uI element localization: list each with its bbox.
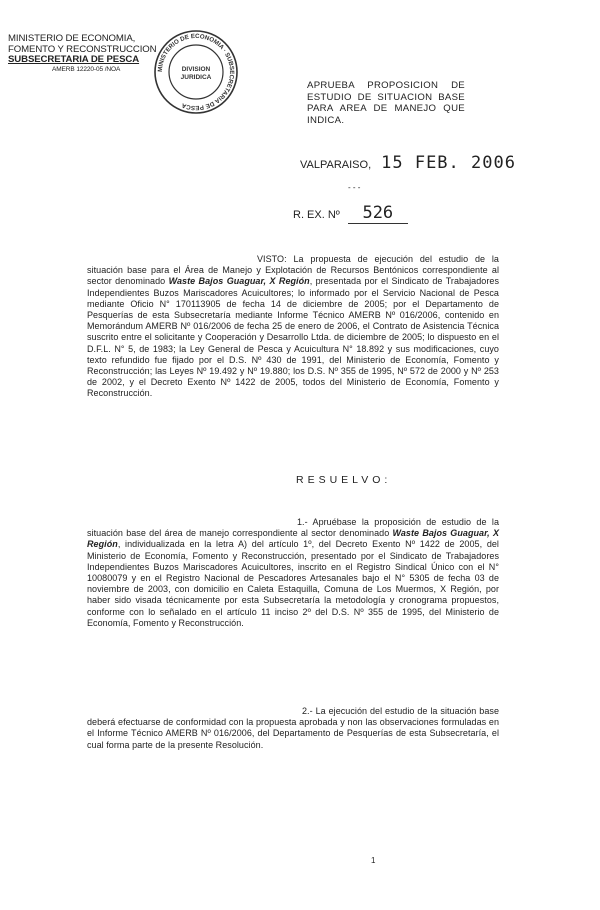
rex-number: 526	[348, 203, 408, 224]
visto-paragraph	[87, 254, 499, 400]
place-label: VALPARAISO,	[300, 159, 372, 171]
page-mark: 1	[371, 856, 376, 865]
resolution-title: APRUEBA PROPOSICION DE ESTUDIO DE SITUACION BASE PARA AREA DE MANEJO QUE INDICA.	[307, 80, 465, 126]
item-1-paragraph	[87, 517, 499, 629]
visto-text-c: , presentada por el Sindicato de Trabajadores Independientes Buzos Mariscadores Acuicultores; lo informado por el Servicio Nacional de Pesca mediante Oficio N° 170113905 de fecha 14 de diciembre de 2005; por el Departamento de Pesquerías de esta Subsecretaría mediante Informe Técnico AMERB Nº 016/2006, contenido en Memorándum AMERB Nº 016/2006 de fecha 25 de enero de 2006, el Contrato de Asistencia Técnica suscrito entre el solicitante y Cooperación y Desarrollo Ltda. de diciembre de 2005; lo dispuesto en el D.F.L. N° 5, de 1983; la Ley General de Pesca y Acuicultura N° 18.892 y sus modificaciones, cuyo texto refundido fue fijado por el D.S. Nº 430 de 1991, del Ministerio de Economía, Fomento y Reconstrucción; las Leyes Nº 19.492 y Nº 19.880; los D.S. Nº 355 de 1995, Nº 572 de 2000 y Nº 253 de 2002, y el Decreto Exento Nº 1422 de 2005, todos del Ministerio de Economía, Fomento y Reconstrucción.	[87, 276, 499, 399]
division-juridica-stamp	[152, 28, 240, 116]
resuelvo-heading: RESUELVO:	[296, 474, 392, 486]
stamp-ring-text: MINISTERIO DE ECONOMIA · SUBSECRETARIA DE PESCA	[156, 32, 236, 112]
dash-marks: - - -	[348, 183, 361, 192]
date-stamp: 15 FEB. 2006	[381, 153, 516, 173]
visto-text-a: VISTO: La propuesta de ejecución del estudio de la situación base para el Área de Manejo y Explotación de Recursos Bentónicos correspondiente al sector denominado	[87, 254, 499, 287]
rex-label: R. EX. Nº	[293, 209, 340, 221]
place-date-line	[300, 153, 516, 173]
item1-sector-name: Waste Bajos Guaguar, X Región	[87, 528, 499, 550]
header-line-1: MINISTERIO DE ECONOMIA,	[8, 33, 136, 44]
visto-sector-name: Waste Bajos Guaguar, X Región	[168, 276, 310, 287]
header-line-3: SUBSECRETARIA DE PESCA	[8, 54, 140, 66]
ministry-header	[8, 34, 156, 73]
header-code: AMERB 12220-05 /NOA	[52, 65, 121, 73]
stamp-center-line-2: JURIDICA	[180, 74, 212, 81]
stamp-center-line-1: DIVISION	[181, 66, 211, 73]
item1-text-c: , individualizada en la letra A) del artículo 1º, del Decreto Exento Nº 1422 de 2005, del Ministerio de Economía, Fomento y Reconstrucción, presentado por el Sindicato de Trabajadores Independientes Buzos Mariscadores Acuicultores, inscrito en el Registro Sindical Único con el N° 10080079 y en el Registro Nacional de Pescadores Artesanales bajo el N° 5305 de fecha 03 de noviembre de 2003, con domicilio en Caleta Estaquilla, Comuna de Los Muermos, X Región, por haber sido visada técnicamente por esta Subsecretaría la metodología y cronograma propuestos, conforme con lo señalado en el artículo 11 inciso 2º del D.S. Nº 355 de 1995, del Ministerio de Economía, Fomento y Reconstrucción.	[87, 539, 499, 628]
resolution-number-line	[293, 203, 408, 224]
item-2-paragraph: 2.- La ejecución del estudio de la situación base deberá efectuarse de conformidad con la propuesta aprobada y non las observaciones formuladas en el Informe Técnico AMERB Nº 016/2006, del Departamento de Pesquerías de esta Subsecretaría, el cual forma parte de la presente Resolución.	[87, 706, 499, 750]
header-line-2: FOMENTO Y RECONSTRUCCION	[8, 43, 157, 55]
item1-text-a: 1.- Apruébase la proposición de estudio de la situación base del área de manejo correspondiente al sector denominado	[87, 517, 499, 539]
